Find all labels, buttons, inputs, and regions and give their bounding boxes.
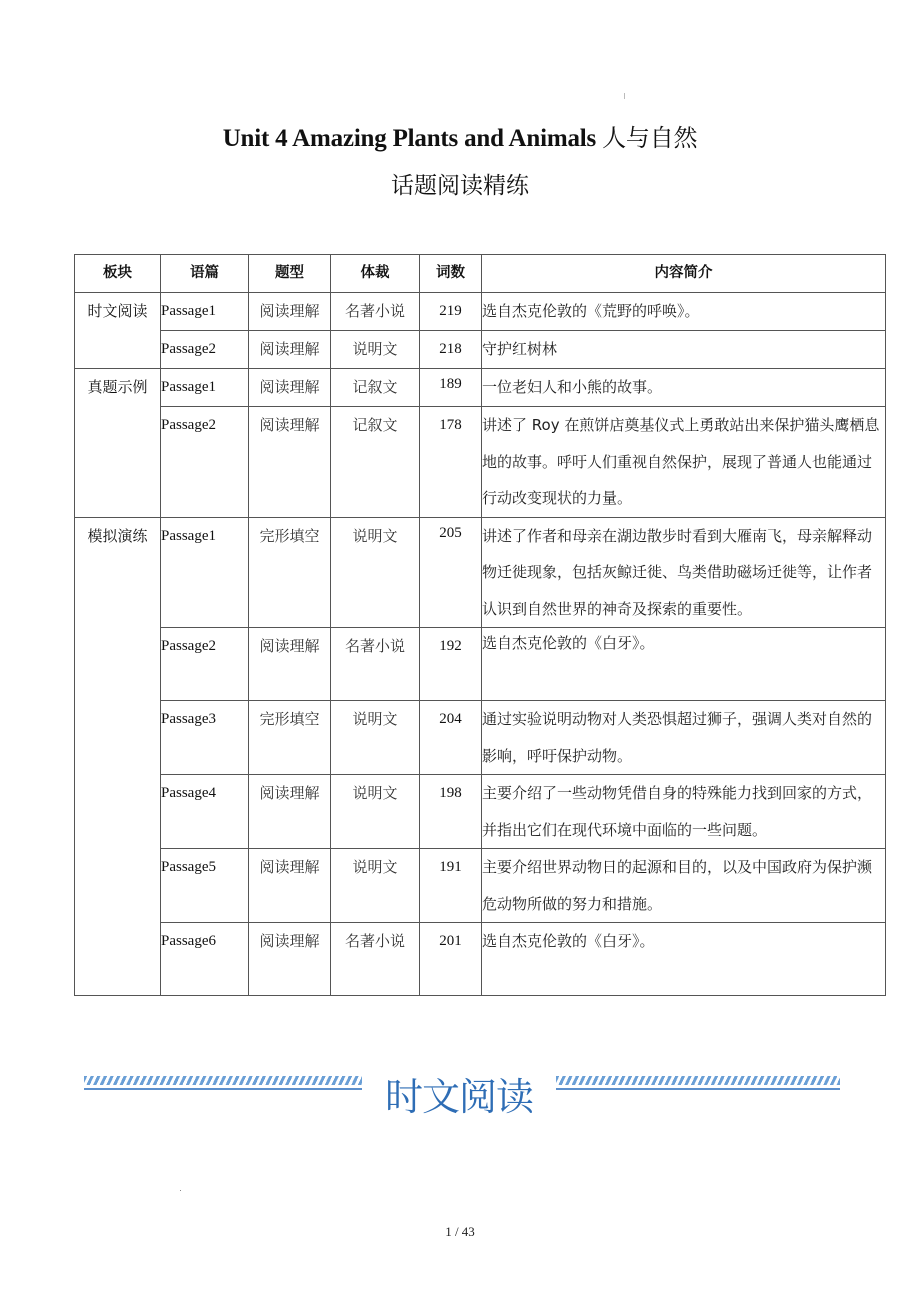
banner-label: 时文阅读: [384, 1075, 533, 1119]
table-row: [75, 849, 886, 923]
question-type-cell: 阅读理解: [249, 407, 331, 518]
summary-cell: 讲述了 Roy 在煎饼店奠基仪式上勇敢站出来保护猫头鹰栖息地的故事。呼吁人们重视自然保护，展现了普通人也能通过行动改变现状的力量。: [482, 407, 886, 518]
banner-rule-right: [556, 1088, 840, 1090]
question-type-cell: 阅读理解: [249, 369, 331, 407]
word-count-cell: 218: [420, 331, 482, 369]
question-type-cell: 阅读理解: [249, 293, 331, 331]
word-count-cell: 219: [420, 293, 482, 331]
column-header-genre: 体裁: [331, 255, 420, 293]
table-row: [75, 628, 886, 701]
word-count-cell: 205: [420, 517, 482, 628]
genre-cell: 说明文: [331, 517, 420, 628]
genre-cell: 说明文: [331, 775, 420, 849]
summary-cell: 守护红树林: [482, 331, 886, 369]
section-label: 模拟演练: [75, 517, 161, 996]
genre-cell: 名著小说: [331, 293, 420, 331]
question-type-cell: 完形填空: [249, 701, 331, 775]
table-row: [75, 701, 886, 775]
word-count-cell: 201: [420, 923, 482, 996]
word-count-cell: 204: [420, 701, 482, 775]
word-count-cell: 178: [420, 407, 482, 518]
title-english: Unit 4 Amazing Plants and Animals: [222, 125, 597, 152]
column-header-word-count: 词数: [420, 255, 482, 293]
page-title: [0, 118, 920, 153]
passage-cell: Passage2: [161, 628, 249, 701]
question-type-cell: 完形填空: [249, 517, 331, 628]
passage-cell: Passage6: [161, 923, 249, 996]
passage-overview-table: [74, 254, 886, 996]
table-row: [75, 293, 886, 331]
summary-cell: 选自杰克伦敦的《荒野的呼唤》。: [482, 293, 886, 331]
table-row: [75, 369, 886, 407]
section-label: 真题示例: [75, 369, 161, 518]
passage-cell: Passage1: [161, 293, 249, 331]
section-banner: [84, 1072, 840, 1122]
passage-cell: Passage5: [161, 849, 249, 923]
genre-cell: 名著小说: [331, 923, 420, 996]
table-row: [75, 775, 886, 849]
passage-cell: Passage2: [161, 331, 249, 369]
passage-cell: Passage1: [161, 369, 249, 407]
summary-cell: 选自杰克伦敦的《白牙》。: [482, 628, 886, 701]
question-type-cell: 阅读理解: [249, 923, 331, 996]
banner-rule-left: [84, 1088, 362, 1090]
word-count-cell: 198: [420, 775, 482, 849]
summary-cell: 主要介绍世界动物日的起源和目的，以及中国政府为保护濒危动物所做的努力和措施。: [482, 849, 886, 923]
column-header-question-type: 题型: [249, 255, 331, 293]
table-row: [75, 407, 886, 518]
title-chinese: 人与自然: [602, 124, 698, 152]
question-type-cell: 阅读理解: [249, 628, 331, 701]
column-header-section: 板块: [75, 255, 161, 293]
summary-cell: 通过实验说明动物对人类恐惧超过狮子，强调人类对自然的影响，呼吁保护动物。: [482, 701, 886, 775]
page-number: 1 / 43: [445, 1224, 475, 1239]
stray-mark: [624, 93, 625, 99]
genre-cell: 说明文: [331, 701, 420, 775]
genre-cell: 记叙文: [331, 369, 420, 407]
summary-cell: 讲述了作者和母亲在湖边散步时看到大雁南飞，母亲解释动物迁徙现象，包括灰鲸迁徙、鸟类借助磁场迁徙等，让作者认识到自然世界的神奇及探索的重要性。: [482, 517, 886, 628]
question-type-cell: 阅读理解: [249, 775, 331, 849]
passage-cell: Passage1: [161, 517, 249, 628]
genre-cell: 说明文: [331, 849, 420, 923]
genre-cell: 名著小说: [331, 628, 420, 701]
genre-cell: 记叙文: [331, 407, 420, 518]
table-row: [75, 923, 886, 996]
passage-cell: Passage4: [161, 775, 249, 849]
banner-stripe-right: [556, 1076, 840, 1085]
passage-cell: Passage2: [161, 407, 249, 518]
question-type-cell: 阅读理解: [249, 849, 331, 923]
column-header-summary: 内容简介: [482, 255, 886, 293]
summary-cell: 选自杰克伦敦的《白牙》。: [482, 923, 886, 996]
question-type-cell: 阅读理解: [249, 331, 331, 369]
word-count-cell: 191: [420, 849, 482, 923]
summary-cell: 一位老妇人和小熊的故事。: [482, 369, 886, 407]
word-count-cell: 189: [420, 369, 482, 407]
summary-cell: 主要介绍了一些动物凭借自身的特殊能力找到回家的方式，并指出它们在现代环境中面临的一些问题。: [482, 775, 886, 849]
table-header-row: [75, 255, 886, 293]
genre-cell: 说明文: [331, 331, 420, 369]
page-subtitle: 话题阅读精练: [391, 173, 529, 199]
stray-dot: [180, 1190, 181, 1191]
column-header-passage: 语篇: [161, 255, 249, 293]
table-row: [75, 331, 886, 369]
table-row: [75, 517, 886, 628]
passage-cell: Passage3: [161, 701, 249, 775]
banner-stripe-left: [84, 1076, 362, 1085]
section-label: 时文阅读: [75, 293, 161, 369]
word-count-cell: 192: [420, 628, 482, 701]
